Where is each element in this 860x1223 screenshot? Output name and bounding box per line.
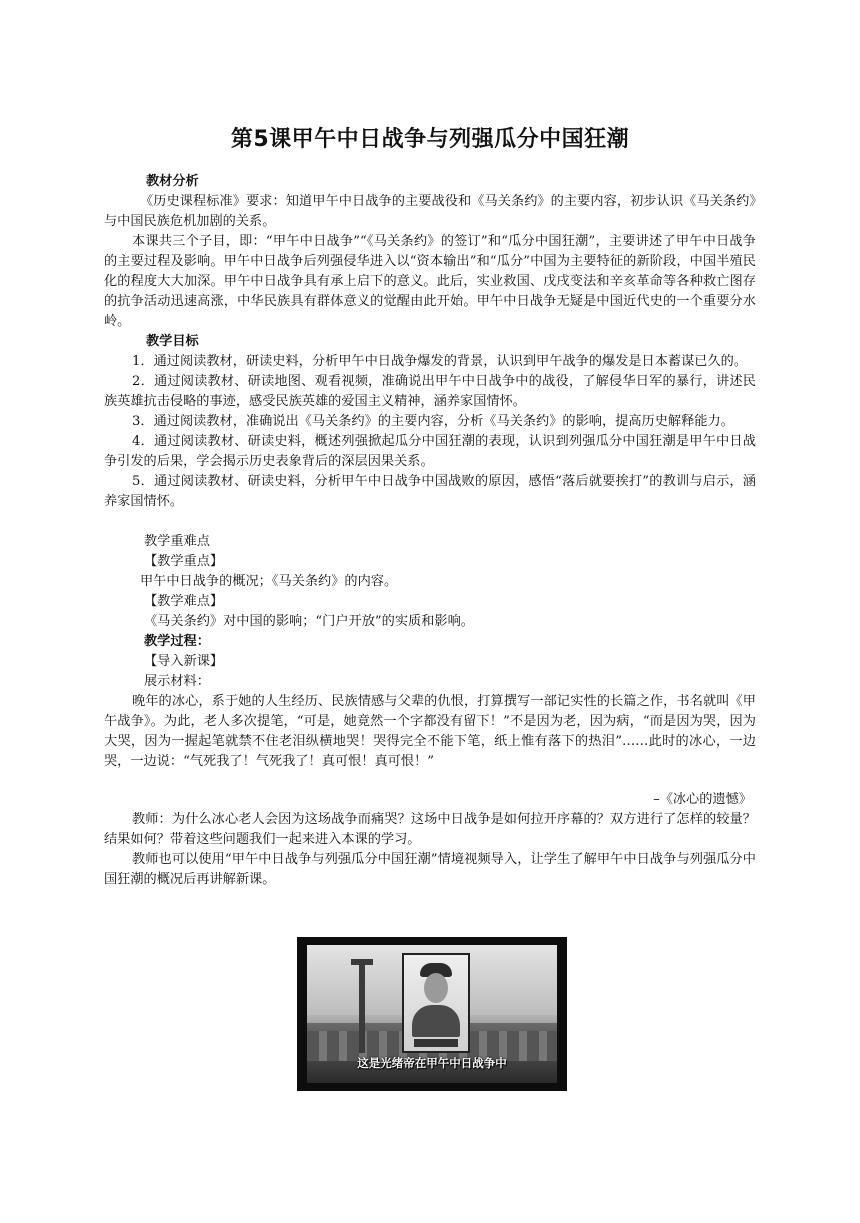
goal-item-1: 1．通过阅读教材，研读史料，分析甲午中日战争爆发的背景，认识到甲午战争的爆发是日本蓄谋已久的。: [132, 354, 748, 369]
difficulty-label: 【教学难点】: [144, 594, 224, 609]
goal-item-4: 4．通过阅读教材、研读史料，概述列强掀起瓜分中国狂潮的表现，认识到列强瓜分中国狂潮是甲午中日战争引发的后果，学会揭示历史表象背后的深层因果关系。: [104, 434, 756, 469]
focus-label: 【教学重点】: [144, 554, 224, 569]
intro-label: 【导入新课】: [144, 654, 224, 669]
quote-source: –《冰心的遗憾》: [653, 792, 752, 807]
goals-heading: 教学目标: [146, 334, 199, 349]
material-quote: 晚年的冰心，系于她的人生经历、民族情感与父辈的仇恨，打算撰写一部记实性的长篇之作，书名就叫《甲午战争》。为此，老人多次提笔，“可是，她竟然一个字都没有留下！”不是因为老，因为病，“而是因为哭，因为大哭，因为一握起笔就禁不住老泪纵横地哭！哭得完全不能下笔，纸上惟有落下的热泪”……此时的冰心，一边哭，一边说：“气死我了！气死我了！真可恨！真可恨！”: [104, 694, 756, 769]
teacher-paragraph-1: 教师：为什么冰心老人会因为这场战争而痛哭？这场中日战争是如何拉开序幕的？双方进行了怎样的较量？结果如何？带着这些问题我们一起来进入本课的学习。: [104, 812, 756, 847]
emperor-portrait: [402, 953, 470, 1053]
teacher-paragraph-2: 教师也可以使用“甲午中日战争与列强瓜分中国狂潮”情境视频导入，让学生了解甲午中日战争与列强瓜分中国狂潮的概况后再讲解新课。: [104, 852, 756, 887]
lesson-title: 第5课甲午中日战争与列强瓜分中国狂潮: [230, 127, 630, 152]
video-subtitle: 这是光绪帝在甲午中日战争中: [357, 1056, 507, 1070]
goal-item-2: 2．通过阅读教材、研读地图、观看视频，准确说出甲午中日战争中的战役，了解侵华日军的暴行，讲述民族英雄抗击侵略的事迹，感受民族英雄的爱国主义精神，涵养家国情怀。: [104, 374, 756, 409]
focus-text: 甲午中日战争的概况；《马关条约》的内容。: [140, 574, 398, 589]
document-body: [104, 172, 756, 890]
goal-item-3: 3．通过阅读教材，准确说出《马关条约》的主要内容，分析《马关条约》的影响，提高历史解释能力。: [132, 414, 734, 429]
analysis-paragraph-1: 《历史课程标准》要求：知道甲午中日战争的主要战役和《马关条约》的主要内容，初步认识《马关条约》与中国民族危机加剧的关系。: [104, 194, 756, 229]
keypoints-heading: 教学重难点: [144, 534, 210, 549]
analysis-heading: 教材分析: [146, 174, 199, 189]
difficulty-text: 《马关条约》对中国的影响；“门户开放”的实质和影响。: [144, 614, 474, 629]
analysis-paragraph-2: 本课共三个子目，即：“甲午中日战争”“《马关条约》的签订”和“瓜分中国狂潮”，主要讲述了甲午中日战争的主要过程及影响。甲午中日战争后列强侵华进入以“资本输出”和“瓜分”中国为主要特征的新阶段，中国半殖民化的程度大大加深。甲午中日战争具有承上启下的意义。此后，实业救国、戊戌变法和辛亥革命等各种救亡图存的抗争活动迅速高涨，中华民族具有群体意义的觉醒由此开始。甲午中日战争无疑是中国近代史的一个重要分水岭。: [104, 234, 756, 329]
video-still-image: [297, 937, 567, 1091]
goal-item-5: 5．通过阅读教材、研读史料，分析甲午中日战争中国战败的原因，感悟“落后就要挨打”的教训与启示，涵养家国情怀。: [104, 474, 756, 509]
process-heading: 教学过程：: [144, 634, 210, 649]
material-label: 展示材料：: [144, 674, 210, 689]
historical-photo: [307, 945, 557, 1083]
